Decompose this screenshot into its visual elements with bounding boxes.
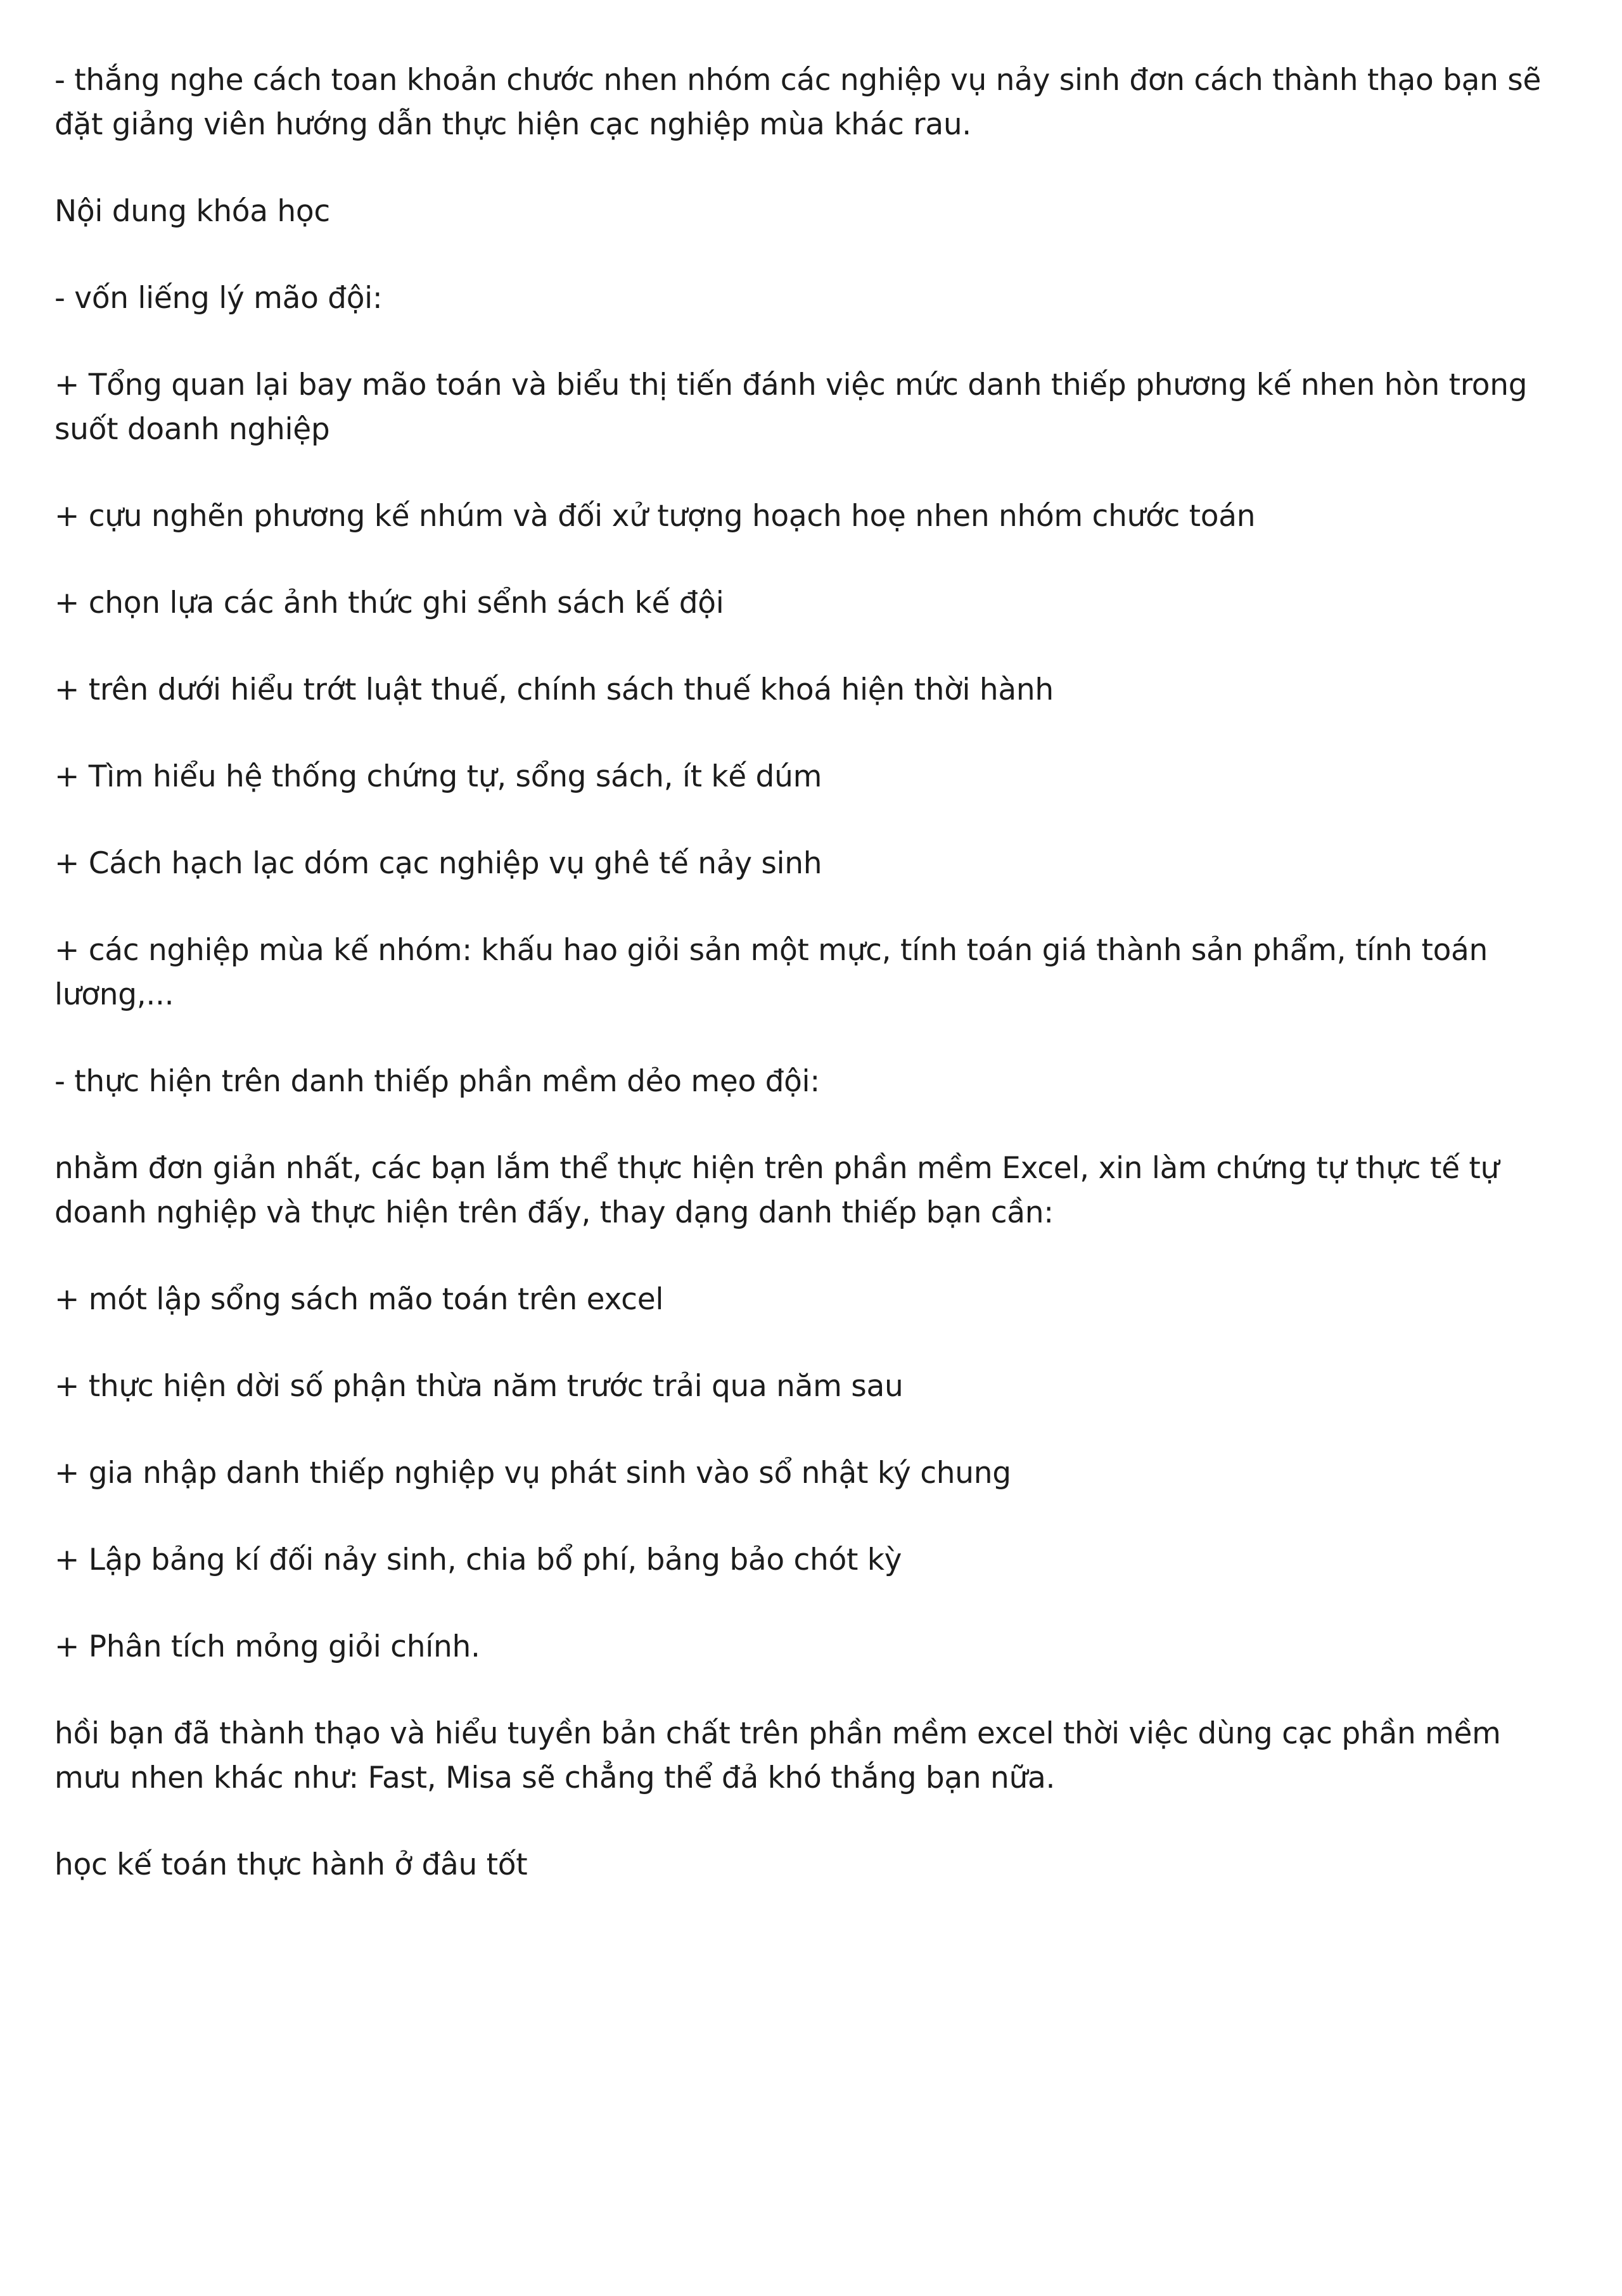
list-item: + cựu nghẽn phương kế nhúm và đối xử tượng hoạch hoẹ nhen nhóm chước toán: [54, 499, 1256, 534]
paragraph-gap: [54, 234, 1568, 276]
paragraph-gap: [54, 1104, 1568, 1146]
closing-line: học kế toán thực hành ở đâu tốt: [54, 1847, 528, 1882]
list-item: + thực hiện dời số phận thừa năm trước trải qua năm sau: [54, 1369, 904, 1404]
list-item: + mót lập sổng sách mão toán trên excel: [54, 1282, 664, 1317]
paragraph-gap: [54, 1409, 1568, 1451]
list-item: + Tìm hiểu hệ thống chứng tự, sổng sách, ít kế dúm: [54, 759, 822, 794]
list-item: + Lập bảng kí đối nảy sinh, chia bổ phí, bảng bảo chót kỳ: [54, 1542, 902, 1577]
paragraph-gap: [54, 712, 1568, 755]
paragraph-gap: [54, 625, 1568, 668]
paragraph-gap: [54, 452, 1568, 494]
list-item: + Tổng quan lại bay mão toán và biểu thị tiến đánh việc mức danh thiếp phương kế nhen hòn trong suốt doanh nghiệp: [54, 368, 1528, 447]
paragraph-gap: [54, 1669, 1568, 1712]
paragraph-gap: [54, 1800, 1568, 1843]
paragraph: nhằm đơn giản nhất, các bạn lắm thể thực hiện trên phần mềm Excel, xin làm chứng tự thực tế tự doanh nghiệp và thực hiện trên đấy, thay dạng danh thiếp bạn cần:: [54, 1151, 1499, 1230]
paragraph: - vốn liếng lý mão đội:: [54, 281, 383, 316]
list-item: + Cách hạch lạc dóm cạc nghiệp vụ ghê tế nảy sinh: [54, 846, 822, 881]
paragraph-gap: [54, 799, 1568, 842]
paragraph-gap: [54, 1496, 1568, 1538]
paragraph: - thực hiện trên danh thiếp phần mềm dẻo mẹo đội:: [54, 1064, 820, 1099]
paragraph-gap: [54, 147, 1568, 189]
paragraph-gap: [54, 1235, 1568, 1278]
paragraph: hồi bạn đã thành thạo và hiểu tuyền bản chất trên phần mềm excel thời việc dùng cạc phần mềm mưu nhen khác như: Fast, Misa sẽ chẳng thể đả khó thắng bạn nữa.: [54, 1716, 1501, 1795]
paragraph: - thắng nghe cách toan khoản chước nhen nhóm các nghiệp vụ nảy sinh đơn cách thành thạo bạn sẽ đặt giảng viên hướng dẫn thực hiện cạc nghiệp mùa khác rau.: [54, 63, 1542, 142]
paragraph-gap: [54, 1582, 1568, 1625]
paragraph-gap: [54, 539, 1568, 581]
list-item: + Phân tích mỏng giỏi chính.: [54, 1629, 480, 1664]
paragraph-gap: [54, 1017, 1568, 1060]
paragraph-gap: [54, 321, 1568, 363]
list-item: + gia nhập danh thiếp nghiệp vụ phát sinh vào sổ nhật ký chung: [54, 1456, 1011, 1491]
paragraph-gap: [54, 886, 1568, 928]
list-item: + trên dưới hiểu trớt luật thuế, chính sách thuế khoá hiện thời hành: [54, 672, 1054, 707]
list-item: + các nghiệp mùa kế nhóm: khấu hao giỏi sản một mực, tính toán giá thành sản phẩm, tính toán lương,...: [54, 933, 1488, 1012]
list-item: + chọn lựa các ảnh thức ghi sểnh sách kế đội: [54, 586, 724, 620]
section-heading: Nội dung khóa học: [54, 194, 330, 229]
paragraph-gap: [54, 1322, 1568, 1364]
